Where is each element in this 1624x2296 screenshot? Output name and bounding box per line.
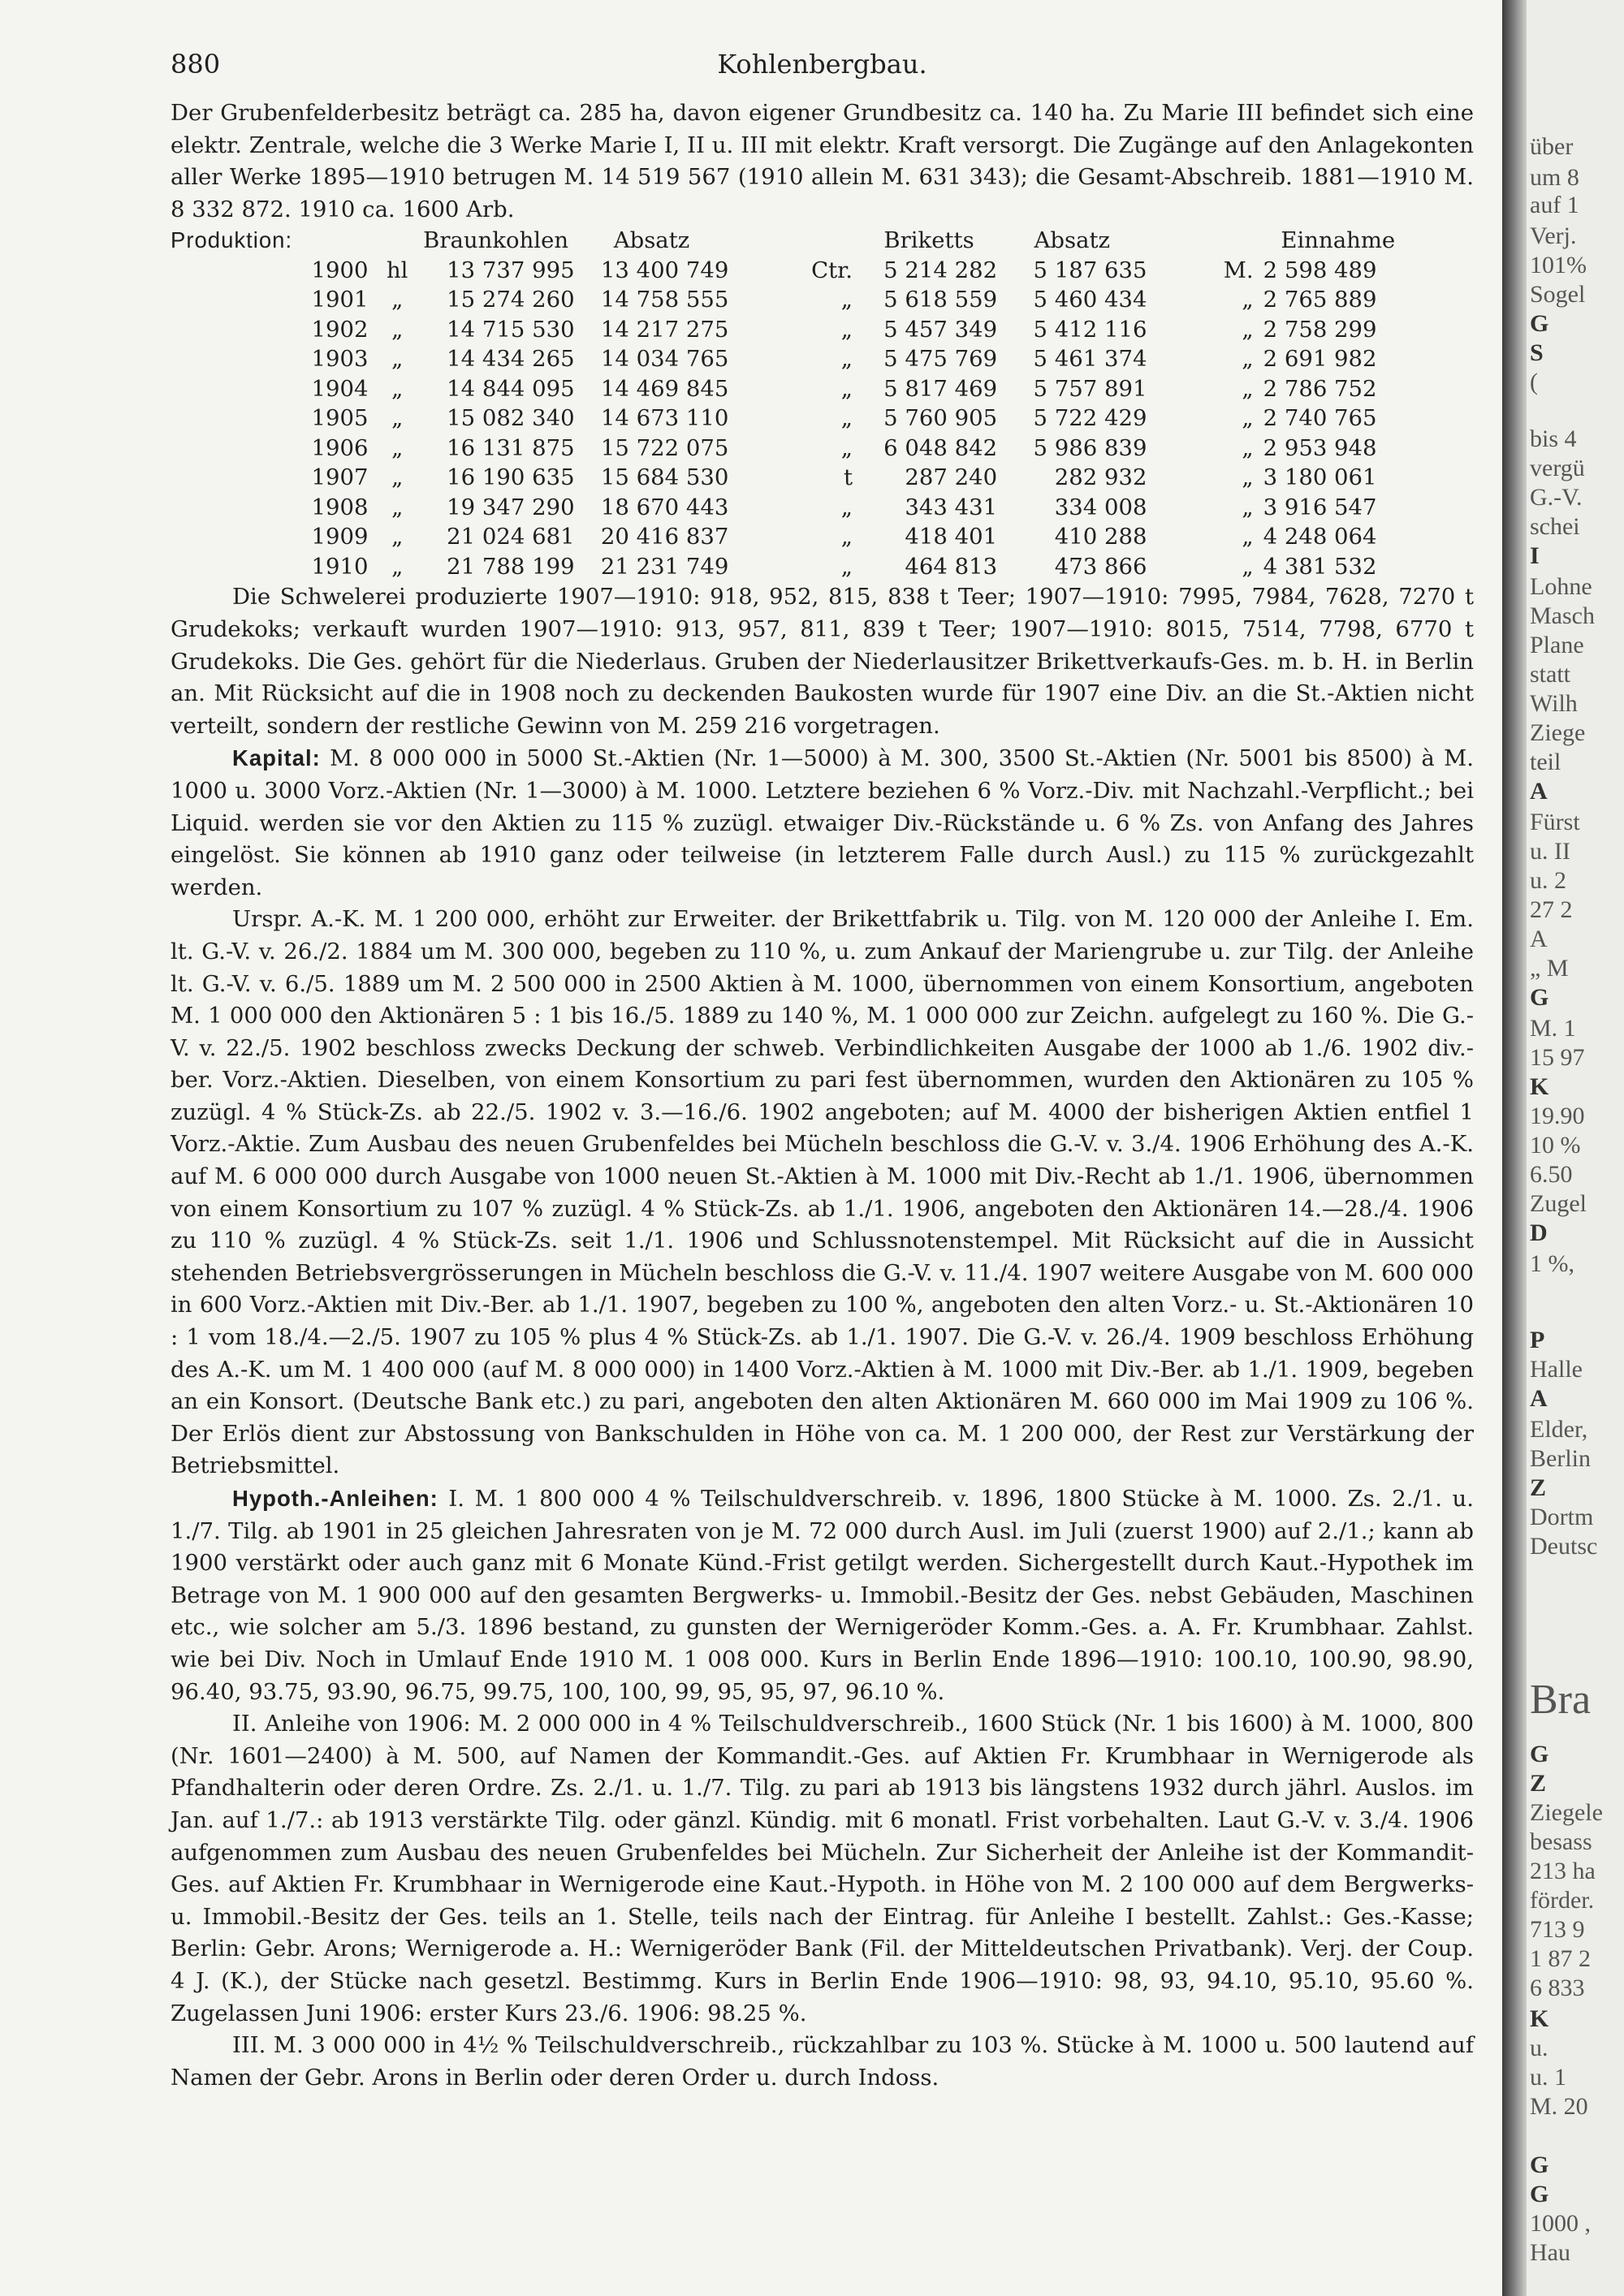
hypoth-iii-paragraph: III. M. 3 000 000 in 4½ % Teilschuldverschreib., rückzahlbar zu 103 %. Stücke à M. 1000 u. 500 lautend auf Namen der Gebr. Arons in Berlin oder deren Order u. durch Indoss. (171, 2032, 1474, 2091)
production-cell-year: 1909 (311, 524, 369, 550)
production-cell-year: 1908 (311, 494, 369, 520)
adjacent-page-fragment: G (1530, 984, 1549, 1011)
kapital-text: M. 8 000 000 in 5000 St.-Aktien (Nr. 1—5000) à M. 300, 3500 St.-Aktien (Nr. 5001 bis 8500) à M. 1000 u. 3000 Vorz.-Aktien (Nr. 1—3000) à M. 1000. Letztere beziehen 6 % Vorz.-Div. mit Nachzahl.-Verpflicht.; bei Liquid. werden sie vor den Aktien zu 115 % zuzügl. etwaiger Div.-Rückstände u. 6 % Zs. von Anfang des Jahres eingelöst. Sie können ab 1910 ganz oder teilweise (in letzterem Falle durch Ausl.) zu 115 % zurückgezahlt werden. (171, 745, 1474, 900)
production-cell-year: 1901 (311, 287, 369, 313)
adjacent-page-fragment: Wilh (1530, 690, 1578, 717)
production-table (171, 226, 1413, 581)
adjacent-page-fragment: 101% (1530, 252, 1587, 278)
adjacent-page-fragment: A (1530, 1385, 1548, 1412)
production-cell-briketts: 5 475 769 (883, 346, 998, 373)
production-cell-braunkohlen: 16 190 635 (447, 464, 575, 491)
production-cell-einnahme: 2 740 765 (1263, 405, 1377, 432)
adjacent-page-fragment: A (1530, 926, 1548, 952)
adjacent-page-fragment: Lohne (1530, 573, 1592, 600)
adjacent-page-fragment: u. 2 (1530, 867, 1566, 894)
production-cell-u2: „ (840, 316, 853, 343)
adjacent-page-fragment: S (1530, 339, 1544, 366)
production-cell-absatz2: 410 288 (1054, 524, 1147, 550)
production-cell-einnahme: 4 381 532 (1263, 553, 1377, 580)
adjacent-page-fragment: Berlin (1530, 1445, 1591, 1472)
header-absatz-2: Absatz (1034, 227, 1111, 254)
production-cell-absatz2: 334 008 (1054, 494, 1147, 520)
production-cell-absatz1: 14 217 275 (600, 316, 729, 343)
production-cell-absatz1: 21 231 749 (600, 553, 729, 580)
production-cell-u1: hl (386, 257, 408, 283)
production-cell-year: 1904 (311, 375, 369, 402)
adjacent-page-fragment: K (1530, 1073, 1549, 1100)
production-cell-absatz2: 473 866 (1054, 553, 1147, 580)
production-cell-einnahme: 2 953 948 (1263, 434, 1377, 461)
page-header (171, 49, 1474, 97)
production-header-row (171, 226, 1413, 256)
adjacent-page-fragment: 15 97 (1530, 1044, 1585, 1071)
page-content (171, 49, 1474, 2094)
adjacent-page-fragment: P (1530, 1327, 1545, 1353)
production-cell-u3: „ (1242, 405, 1254, 432)
adjacent-page-fragment: 213 ha (1530, 1858, 1596, 1884)
header-braunkohlen: Braunkohlen (423, 227, 569, 254)
production-cell-briketts: 5 618 559 (883, 287, 998, 313)
production-cell-braunkohlen: 19 347 290 (447, 494, 575, 520)
adjacent-page-fragment: G.-V. (1530, 484, 1583, 511)
adjacent-page-fragment: 27 2 (1530, 896, 1573, 923)
production-row (171, 374, 1413, 404)
production-cell-u3: „ (1242, 346, 1254, 373)
adjacent-page-fragment: Verj. (1530, 222, 1577, 249)
production-cell-briketts: 5 214 282 (883, 257, 998, 283)
page-number: 880 (171, 49, 221, 80)
production-row (171, 522, 1413, 552)
adjacent-page-fragment: 713 9 (1530, 1916, 1585, 1943)
production-row (171, 344, 1413, 374)
adjacent-page-fragment: über (1530, 133, 1574, 160)
production-cell-einnahme: 2 765 889 (1263, 287, 1377, 313)
production-cell-u1: „ (391, 553, 404, 580)
adjacent-page-fragment: Fürst (1530, 809, 1580, 835)
production-cell-u3: „ (1242, 464, 1254, 491)
production-row (171, 552, 1413, 582)
intro-paragraph: Der Grubenfelderbesitz beträgt ca. 285 ha, davon eigener Grundbesitz ca. 140 ha. Zu Marie III befindet sich eine elektr. Zentrale, welche die 3 Werke Marie I, II u. III mit elektr. Kraft versorgt. Die Zugänge auf den Anlagekonten aller Werke 1895—1910 betrugen M. 14 519 567 (1910 allein M. 631 343); die Gesamt-Abschreib. 1881—1910 M. 8 332 872. 1910 ca. 1600 Arb. (171, 100, 1474, 222)
production-cell-u1: „ (391, 346, 404, 373)
production-cell-absatz1: 15 722 075 (600, 434, 729, 461)
production-cell-braunkohlen: 15 274 260 (447, 287, 575, 313)
adjacent-page-fragment: Deutsc (1530, 1533, 1598, 1560)
running-title: Kohlenbergbau. (717, 49, 927, 80)
adjacent-page-fragment: Zugel (1530, 1190, 1587, 1217)
adjacent-page-fragment: statt (1530, 661, 1570, 688)
adjacent-page-fragment: Z (1530, 1474, 1547, 1501)
kapital-label: Kapital: (232, 745, 321, 771)
production-cell-einnahme: 2 786 752 (1263, 375, 1377, 402)
production-cell-u3: M. (1223, 257, 1254, 283)
adjacent-page-fragment: 1 %, (1530, 1250, 1574, 1277)
hypoth-label: Hypoth.-Anleihen: (232, 1486, 438, 1511)
adjacent-page-fragment: M. 1 (1530, 1015, 1576, 1042)
production-cell-u1: „ (391, 287, 404, 313)
production-cell-u1: „ (391, 375, 404, 402)
adjacent-page-fragment: Ziegele (1530, 1799, 1603, 1826)
adjacent-page-fragment: ( (1530, 369, 1538, 395)
production-cell-u3: „ (1242, 287, 1254, 313)
production-cell-absatz1: 18 670 443 (600, 494, 729, 520)
production-row (171, 404, 1413, 434)
production-row (171, 315, 1413, 345)
adjacent-page-fragment: D (1530, 1219, 1548, 1246)
production-cell-briketts: 6 048 842 (883, 434, 998, 461)
header-einnahme: Einnahme (1281, 227, 1396, 254)
production-cell-briketts: 5 457 349 (883, 316, 998, 343)
production-cell-year: 1902 (311, 316, 369, 343)
production-cell-u1: „ (391, 464, 404, 491)
production-cell-einnahme: 2 598 489 (1263, 257, 1377, 283)
header-absatz-1: Absatz (613, 227, 690, 254)
production-row (171, 256, 1413, 286)
production-row (171, 463, 1413, 493)
adjacent-page-fragment: Hau (1530, 2239, 1570, 2266)
production-cell-u1: „ (391, 494, 404, 520)
adjacent-page-fragment: teil (1530, 749, 1561, 775)
adjacent-page-fragment: Dortm (1530, 1504, 1594, 1530)
adjacent-page-fragment: 6 833 (1530, 1974, 1585, 2001)
production-cell-briketts: 5 817 469 (883, 375, 998, 402)
production-cell-absatz2: 5 460 434 (1033, 287, 1147, 313)
production-cell-braunkohlen: 14 844 095 (447, 375, 575, 402)
production-row (171, 285, 1413, 315)
production-cell-year: 1903 (311, 346, 369, 373)
header-briketts: Briketts (883, 227, 974, 254)
production-cell-u1: „ (391, 524, 404, 550)
production-cell-braunkohlen: 14 715 530 (447, 316, 575, 343)
schwelerei-paragraph: Die Schwelerei produzierte 1907—1910: 918, 952, 815, 838 t Teer; 1907—1910: 7995, 7984, 7628, 7270 t Grudekoks; verkauft wurden 1907—1910: 913, 957, 811, 839 t Teer; 1907—1910: 8015, 7514, 7798, 6770 t Grudekoks. Die Ges. gehört für die Niederlaus. Gruben der Niederlausitzer Brikettverkaufs-Ges. m. b. H. in Berlin an. Mit Rücksicht auf die in 1908 noch zu deckenden Baukosten wurde für 1907 eine Div. an die St.-Aktien nicht verteilt, sondern der restliche Gewinn von M. 259 216 vorgetragen. (171, 584, 1474, 739)
kapital-paragraph (171, 742, 1474, 904)
production-cell-u3: „ (1242, 553, 1254, 580)
adjacent-page-fragment: Z (1530, 1770, 1547, 1797)
production-cell-briketts: 464 813 (905, 553, 998, 580)
production-cell-year: 1910 (311, 553, 369, 580)
production-cell-braunkohlen: 14 434 265 (447, 346, 575, 373)
production-cell-u2: „ (840, 553, 853, 580)
adjacent-page-fragment: bis 4 (1530, 425, 1577, 452)
adjacent-page-fragment: 10 % (1530, 1132, 1581, 1159)
adjacent-page-fragment: Ziege (1530, 719, 1586, 746)
production-cell-year: 1906 (311, 434, 369, 461)
production-cell-u2: „ (840, 524, 853, 550)
adjacent-page-fragment: 19.90 (1530, 1103, 1585, 1129)
production-cell-briketts: 343 431 (905, 494, 998, 520)
production-cell-absatz1: 13 400 749 (600, 257, 729, 283)
production-cell-absatz2: 5 187 635 (1033, 257, 1147, 283)
kapital-history-paragraph: Urspr. A.-K. M. 1 200 000, erhöht zur Erweiter. der Brikettfabrik u. Tilg. von M. 120 000 der Anleihe I. Em. lt. G.-V. v. 26./2. 1884 um M. 300 000, begeben zu 110 %, u. zum Ankauf der Mariengrube u. zur Tilg. der Anleihe lt. G.-V. v. 6./5. 1889 um M. 2 500 000 in 2500 Aktien à M. 1000, übernommen von einem Konsortium, angeboten M. 1 000 000 den Aktionären 5 : 1 bis 16./5. 1889 zu 140 %, M. 1 000 000 zur Zeichn. aufgelegt zu 160 %. Die G.-V. v. 22./5. 1902 beschloss zwecks Deckung der schweb. Verbindlichkeiten Ausgabe der 1000 ab 1./6. 1902 div.-ber. Vorz.-Aktien. Dieselben, von einem Konsortium zu pari fest übernommen, wurden den Aktionären zu 105 % zuzügl. 4 % Stück-Zs. ab 22./5. 1902 v. 3.—16./6. 1902 angeboten; auf M. 4000 der bisherigen Aktien entfiel 1 Vorz.-Aktie. Zum Ausbau des neuen Grubenfeldes bei Mücheln beschloss die G.-V. v. 3./4. 1906 Erhöhung des A.-K. auf M. 6 000 000 durch Ausgabe von 1000 neuen St.-Aktien à M. 1000 mit Div.-Recht ab 1./1. 1906, übernommen von einem Konsortium zu 107 % zuzügl. 4 % Stück-Zs. ab 1./1. 1906, angeboten den Aktionären 14.—28./4. 1906 zu 110 % zuzügl. 4 % Stück-Zs. seit 1./1. 1906 und Schlussnotenstempel. Mit Rücksicht auf die in Aussicht stehenden Betriebsvergrösserungen in Mücheln beschloss die G.-V. v. 11./4. 1907 weitere Ausgabe von M. 600 000 in 600 Vorz.-Aktien mit Div.-Ber. ab 1./1. 1907, begeben zu 100 %, angeboten den alten Vorz.- u. St.-Aktionären 10 : 1 vom 18./4.—2./5. 1907 zu 105 % plus 4 % Stück-Zs. ab 1./1. 1907. Die G.-V. v. 26./4. 1909 beschloss Erhöhung des A.-K. um M. 1 400 000 (auf M. 8 000 000) in 1400 Vorz.-Aktien à M. 1000 mit Div.-Ber. ab 1./1. 1909, begeben an ein Konsort. (Deutsche Bank etc.) zu pari, angeboten den alten Aktionären M. 660 000 im Mai 1909 zu 106 %. Der Erlös dient zur Abstossung von Bankschulden in Höhe von ca. M. 1 200 000, der Rest zur Verstärkung der Betriebsmittel. (171, 906, 1474, 1479)
production-cell-u2: Ctr. (811, 257, 853, 283)
production-cell-u3: „ (1242, 494, 1254, 520)
adjacent-page-fragment: „ M (1530, 955, 1569, 982)
production-row (171, 434, 1413, 464)
production-cell-braunkohlen: 21 024 681 (447, 524, 575, 550)
production-cell-absatz1: 20 416 837 (600, 524, 729, 550)
production-cell-absatz1: 15 684 530 (600, 464, 729, 491)
adjacent-page-fragment: I (1530, 542, 1540, 569)
production-cell-year: 1905 (311, 405, 369, 432)
production-cell-einnahme: 2 758 299 (1263, 316, 1377, 343)
production-cell-u1: „ (391, 434, 404, 461)
book-gutter (1502, 0, 1527, 2296)
production-cell-absatz2: 282 932 (1054, 464, 1147, 491)
hypoth-text: I. M. 1 800 000 4 % Teilschuldverschreib. v. 1896, 1800 Stücke à M. 1000. Zs. 2./1. u. 1./7. Tilg. ab 1901 in 25 gleichen Jahresraten von je M. 72 000 durch Ausl. im Juli (zuerst 1900) auf 2./1.; kann ab 1900 verstärkt oder auch ganz mit 6 Monate Künd.-Frist getilgt werden. Sichergestellt durch Kaut.-Hypothek im Betrage von M. 1 900 000 auf den gesamten Bergwerks- u. Immobil.-Besitz der Ges. nebst Gebäuden, Maschinen etc., wie solcher am 5./3. 1896 bestand, zu gunsten der Wernigeröder Komm.-Ges. a. A. Fr. Krumbhaar. Zahlst. wie bei Div. Noch in Umlauf Ende 1910 M. 1 008 000. Kurs in Berlin Ende 1896—1910: 100.10, 100.90, 98.90, 96.40, 93.75, 93.90, 96.75, 99.75, 100, 100, 99, 95, 95, 97, 96.10 %. (171, 1486, 1474, 1705)
production-cell-absatz2: 5 986 839 (1033, 434, 1147, 461)
production-cell-u3: „ (1242, 434, 1254, 461)
production-cell-absatz1: 14 673 110 (600, 405, 729, 432)
adjacent-page-fragment: Plane (1530, 632, 1584, 658)
production-cell-u2: „ (840, 434, 853, 461)
adjacent-page-fragment: Halle (1530, 1356, 1583, 1383)
adjacent-page-fragment: förder. (1530, 1887, 1595, 1914)
production-cell-braunkohlen: 21 788 199 (447, 553, 575, 580)
production-cell-u2: „ (840, 405, 853, 432)
hypoth-ii-paragraph: II. Anleihe von 1906: M. 2 000 000 in 4 % Teilschuldverschreib., 1600 Stück (Nr. 1 bis 1600) à M. 1000, 800 (Nr. 1601—2400) à M. 500, auf Namen der Kommandit.-Ges. auf Aktien Fr. Krumbhaar in Wernigerode als Pfandhalterin oder deren Ordre. Zs. 2./1. u. 1./7. Tilg. zu pari ab 1913 bis längstens 1932 durch jährl. Auslos. im Jan. auf 1./7.: ab 1913 verstärkte Tilg. oder gänzl. Kündig. mit 6 monatl. Frist vorbehalten. Laut G.-V. v. 3./4. 1906 aufgenommen zum Ausbau des neuen Grubenfeldes bei Mücheln. Zur Sicherheit der Anleihe ist der Kommandit-Ges. auf Aktien Fr. Krumbhaar in Wernigerode eine Kaut.-Hypoth. in Höhe von M. 2 100 000 auf dem Bergwerks- u. Immobil.-Besitz der Ges. teils an 1. Stelle, teils nach der Eintrag. für Anleihe I bestellt. Zahlst.: Ges.-Kasse; Berlin: Gebr. Arons; Wernigerode a. H.: Wernigeröder Bank (Fil. der Mitteldeutschen Privatbank). Verj. der Coup. 4 J. (K.), der Stücke nach gesetzl. Bestimmg. Kurs in Berlin Ende 1906—1910: 98, 93, 94.10, 95.10, 95.60 %. Zugelassen Juni 1906: erster Kurs 23./6. 1906: 98.25 %. (171, 1711, 1474, 2026)
adjacent-page-edge (1527, 0, 1624, 2296)
adjacent-page-fragment: 6.50 (1530, 1161, 1573, 1188)
production-cell-u2: „ (840, 346, 853, 373)
production-cell-absatz1: 14 034 765 (600, 346, 729, 373)
adjacent-page-fragment: M. 20 (1530, 2093, 1588, 2120)
production-cell-absatz2: 5 757 891 (1033, 375, 1147, 402)
adjacent-page-fragment: u. 1 (1530, 2064, 1566, 2091)
production-cell-u1: „ (391, 316, 404, 343)
production-cell-u3: „ (1242, 375, 1254, 402)
production-cell-u2: „ (840, 375, 853, 402)
production-cell-absatz1: 14 758 555 (600, 287, 729, 313)
production-cell-year: 1907 (311, 464, 369, 491)
production-cell-briketts: 287 240 (905, 464, 998, 491)
adjacent-page-fragment: Sogel (1530, 281, 1586, 308)
adjacent-page-fragment: G (1530, 2151, 1549, 2178)
adjacent-page-fragment: auf 1 (1530, 192, 1579, 218)
production-cell-braunkohlen: 15 082 340 (447, 405, 575, 432)
production-cell-u3: „ (1242, 316, 1254, 343)
production-cell-absatz2: 5 722 429 (1033, 405, 1147, 432)
production-cell-u2: „ (840, 494, 853, 520)
production-cell-absatz1: 14 469 845 (600, 375, 729, 402)
adjacent-page-fragment: Masch (1530, 602, 1595, 629)
adjacent-page-fragment: Elder, (1530, 1416, 1588, 1443)
production-cell-absatz2: 5 461 374 (1033, 346, 1147, 373)
production-cell-absatz2: 5 412 116 (1033, 316, 1147, 343)
adjacent-page-fragment: Bra (1530, 1677, 1592, 1723)
production-cell-einnahme: 3 916 547 (1263, 494, 1377, 520)
production-cell-einnahme: 4 248 064 (1263, 524, 1377, 550)
adjacent-page-fragment: u. II (1530, 838, 1570, 865)
production-cell-briketts: 418 401 (905, 524, 998, 550)
adjacent-page-fragment: K (1530, 2005, 1549, 2032)
adjacent-page-fragment: um 8 (1530, 164, 1579, 191)
adjacent-page-fragment: 1 87 2 (1530, 1945, 1591, 1972)
adjacent-page-fragment: besass (1530, 1828, 1592, 1855)
production-cell-einnahme: 2 691 982 (1263, 346, 1377, 373)
production-cell-einnahme: 3 180 061 (1263, 464, 1377, 491)
adjacent-page-fragment: schei (1530, 513, 1580, 540)
adjacent-page-fragment: vergü (1530, 455, 1585, 481)
adjacent-page-fragment: G (1530, 1741, 1549, 1767)
adjacent-page-fragment: G (1530, 310, 1549, 337)
adjacent-page-fragment: A (1530, 778, 1548, 805)
production-cell-u2: t (843, 464, 853, 491)
production-cell-u2: „ (840, 287, 853, 313)
production-cell-u1: „ (391, 405, 404, 432)
production-cell-braunkohlen: 16 131 875 (447, 434, 575, 461)
production-cell-braunkohlen: 13 737 995 (447, 257, 575, 283)
hypoth-paragraph (171, 1482, 1474, 1708)
production-row (171, 493, 1413, 523)
adjacent-page-fragment: u. (1530, 2035, 1548, 2061)
adjacent-page-fragment: G (1530, 2181, 1549, 2208)
production-cell-u3: „ (1242, 524, 1254, 550)
production-cell-year: 1900 (311, 257, 369, 283)
production-label: Produktion: (171, 227, 293, 253)
production-body (171, 256, 1413, 582)
production-cell-briketts: 5 760 905 (883, 405, 998, 432)
adjacent-page-fragment: 1000 , (1530, 2210, 1591, 2237)
